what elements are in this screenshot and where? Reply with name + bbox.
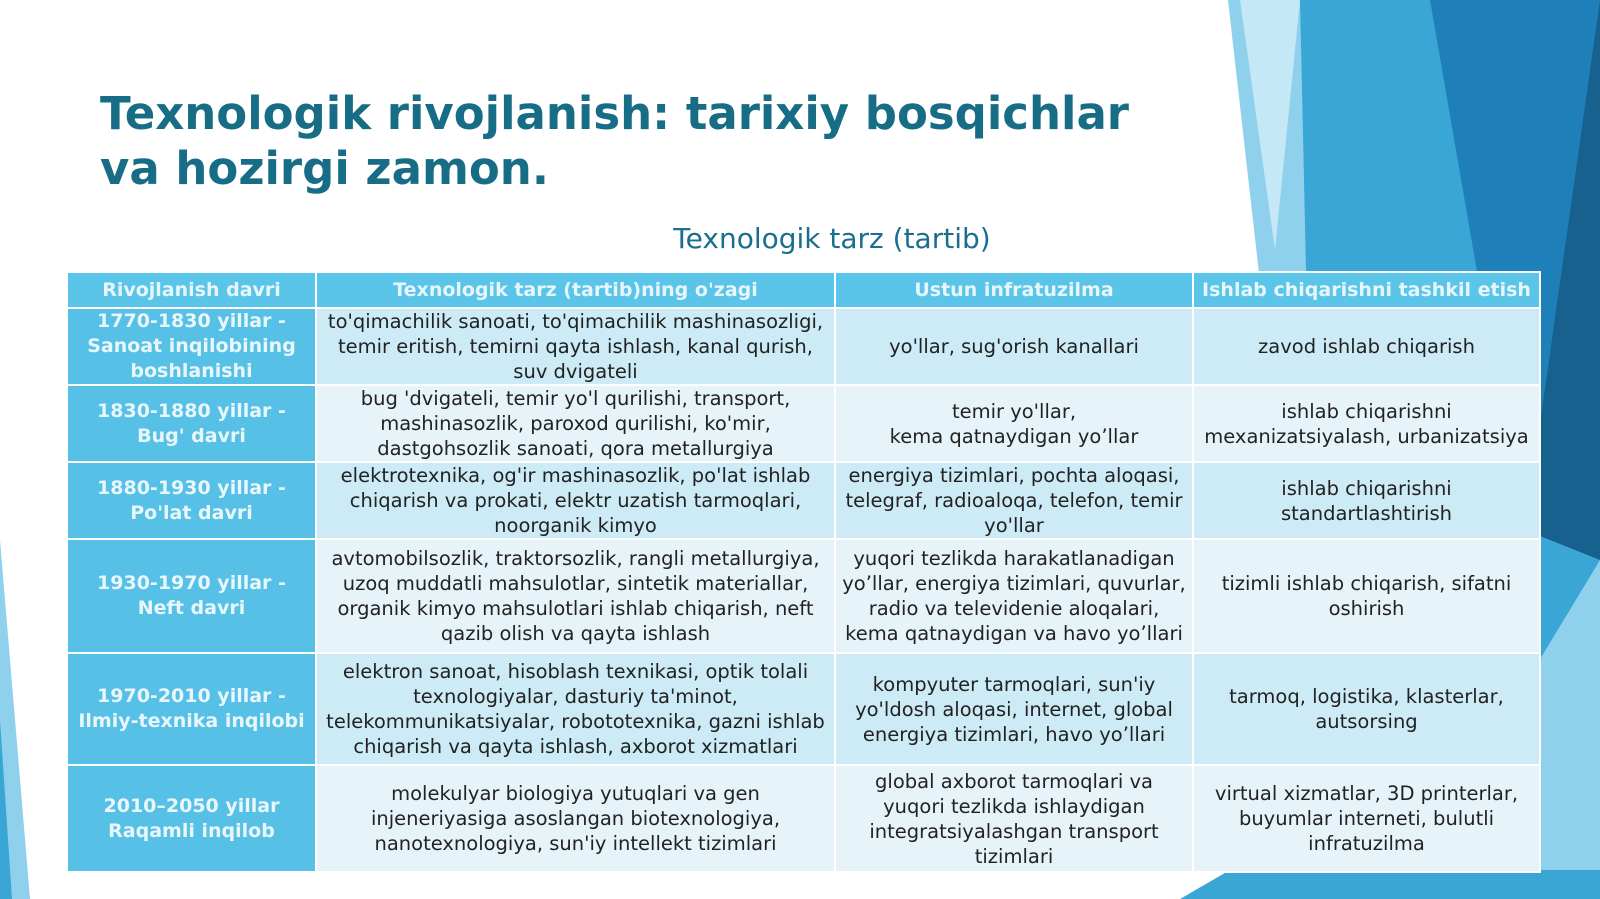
table-row [67, 385, 1540, 462]
period-cell: 2010–2050 yillar Raqamli inqilob [67, 765, 316, 872]
core-cell: molekulyar biologiya yutuqlari va gen injeneriyasiga asoslangan biotexnologiya, nanotexnologiya, sun'iy intellekt tizimlari [316, 765, 835, 872]
organization-cell: virtual xizmatlar, 3D printerlar, buyumlar interneti, bulutli infratuzilma [1193, 765, 1540, 872]
header-period: Rivojlanish davri [67, 272, 316, 308]
period-cell: 1930-1970 yillar - Neft davri [67, 539, 316, 653]
period-cell: 1880-1930 yillar - Po'lat davri [67, 462, 316, 539]
infrastructure-cell: temir yo'llar, kema qatnaydigan yo’llar [835, 385, 1193, 462]
table-row [67, 653, 1540, 765]
table-row [67, 462, 1540, 539]
core-cell: bug 'dvigateli, temir yo'l qurilishi, transport, mashinasozlik, paroxod qurilishi, ko'mir, dastgohsozlik sanoati, qora metallurgiya [316, 385, 835, 462]
table-row [67, 765, 1540, 872]
infrastructure-cell: yuqori tezlikda harakatlanadigan yo’llar, energiya tizimlari, quvurlar, radio va televidenie aloqalari, kema qatnaydigan va havo yo’llari [835, 539, 1193, 653]
table-row [67, 539, 1540, 653]
infrastructure-cell: yo'llar, sug'orish kanallari [835, 308, 1193, 385]
period-cell: 1970-2010 yillar - Ilmiy-texnika inqilobi [67, 653, 316, 765]
organization-cell: zavod ishlab chiqarish [1193, 308, 1540, 385]
bottom-right-shape [1180, 870, 1600, 899]
core-cell: elektron sanoat, hisoblash texnikasi, optik tolali texnologiyalar, dasturiy ta'minot, telekommunikatsiyalar, robototexnika, gazni ishlab chiqarish va qayta ishlash, axborot xizmatlari [316, 653, 835, 765]
period-cell: 1770-1830 yillar - Sanoat inqilobining boshlanishi [67, 308, 316, 385]
header-infrastructure: Ustun infratuzilma [835, 272, 1193, 308]
infrastructure-cell: kompyuter tarmoqlari, sun'iy yo'ldosh aloqasi, internet, global energiya tizimlari, havo yo’llari [835, 653, 1193, 765]
table-caption: Texnologik tarz (tartib) [673, 222, 991, 255]
table-header-row [67, 272, 1540, 308]
slide-title: Texnologik rivojlanish: tarixiy bosqichlar va hozirgi zamon. [100, 87, 1130, 195]
infrastructure-cell: energiya tizimlari, pochta aloqasi, telegraf, radioaloqa, telefon, temir yo'llar [835, 462, 1193, 539]
core-cell: elektrotexnika, og'ir mashinasozlik, po'lat ishlab chiqarish va prokati, elektr uzatish tarmoqlari, noorganik kimyo [316, 462, 835, 539]
organization-cell: tizimli ishlab chiqarish, sifatni oshirish [1193, 539, 1540, 653]
header-core: Texnologik tarz (tartib)ning o'zagi [316, 272, 835, 308]
infrastructure-cell: global axborot tarmoqlari va yuqori tezlikda ishlaydigan integratsiyalashgan transport tizimlari [835, 765, 1193, 872]
tech-eras-table [66, 271, 1541, 873]
table-row [67, 308, 1540, 385]
header-organization: Ishlab chiqarishni tashkil etish [1193, 272, 1540, 308]
organization-cell: ishlab chiqarishni mexanizatsiyalash, urbanizatsiya [1193, 385, 1540, 462]
organization-cell: tarmoq, logistika, klasterlar, autsorsing [1193, 653, 1540, 765]
core-cell: to'qimachilik sanoati, to'qimachilik mashinasozligi, temir eritish, temirni qayta ishlash, kanal qurish, suv dvigateli [316, 308, 835, 385]
core-cell: avtomobilsozlik, traktorsozlik, rangli metallurgiya, uzoq muddatli mahsulotlar, sintetik materiallar, organik kimyo mahsulotlari ishlab chiqarish, neft qazib olish va qayta ishlash [316, 539, 835, 653]
organization-cell: ishlab chiqarishni standartlashtirish [1193, 462, 1540, 539]
period-cell: 1830-1880 yillar - Bug' davri [67, 385, 316, 462]
